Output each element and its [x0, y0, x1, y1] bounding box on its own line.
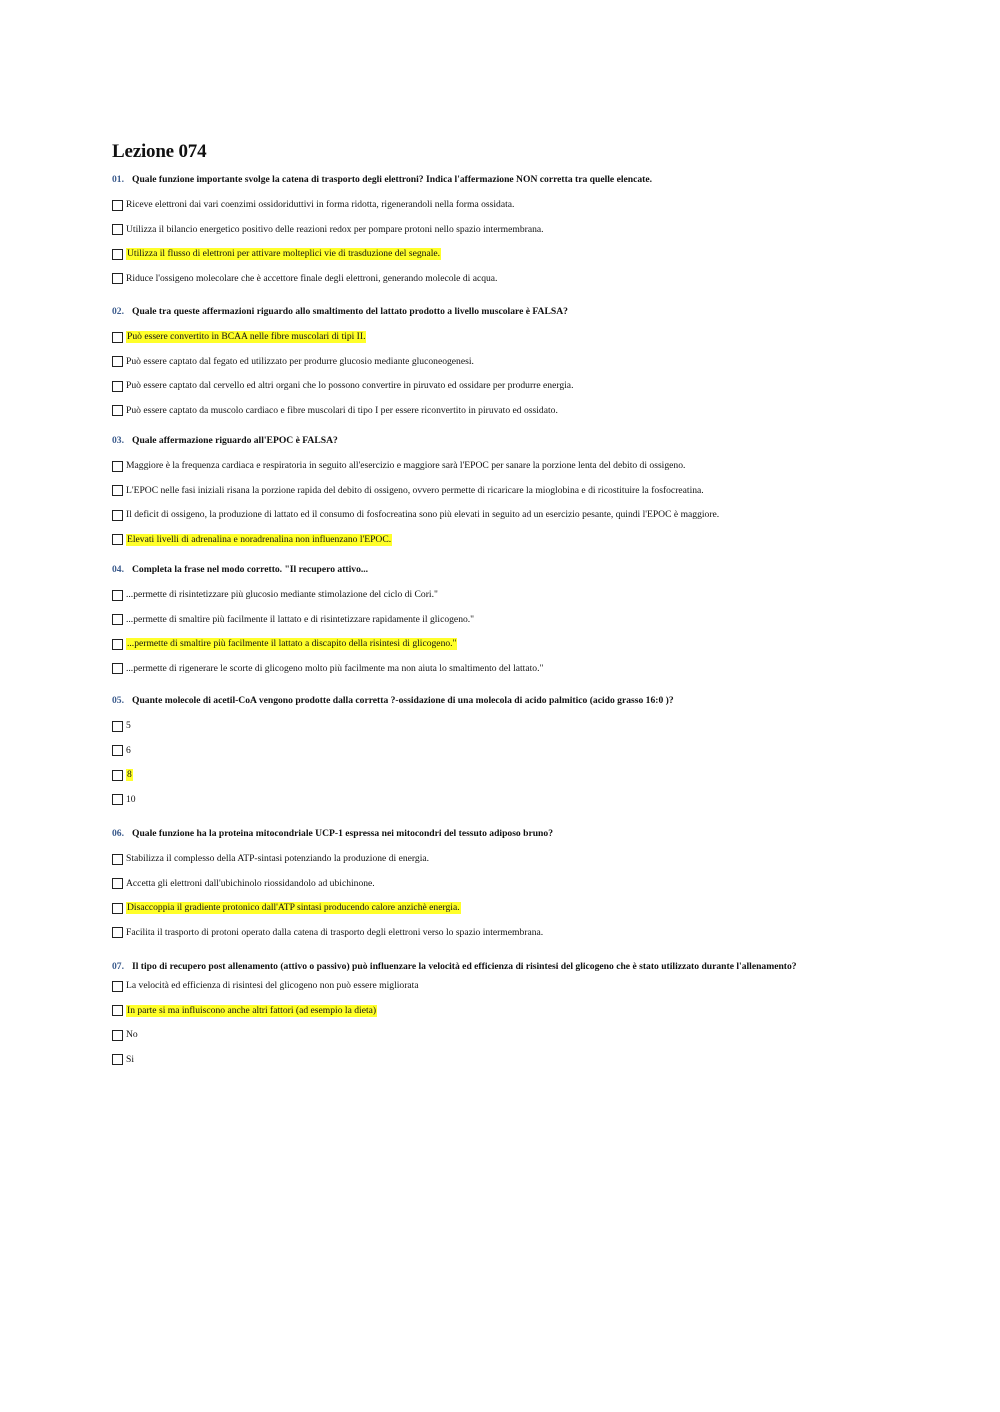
- checkbox[interactable]: [112, 224, 123, 235]
- page-title: Lezione 074: [112, 141, 207, 162]
- checkbox[interactable]: [112, 485, 123, 496]
- question-text: Quale tra queste affermazioni riguardo allo smaltimento del lattato prodotto a livello muscolare è FALSA?: [132, 306, 568, 317]
- question-header: [112, 828, 872, 840]
- answer-text: 10: [126, 793, 136, 805]
- question-header: [112, 961, 832, 973]
- answer-option[interactable]: [112, 270, 872, 288]
- checkbox[interactable]: [112, 614, 123, 625]
- question-number: 03.: [112, 435, 124, 446]
- answer-text: Utilizza il bilancio energetico positivo delle reazioni redox per pompare protoni nello spazio intermembrana.: [126, 223, 544, 235]
- checkbox[interactable]: [112, 461, 123, 472]
- answer-option[interactable]: [112, 457, 872, 475]
- answer-text: Maggiore è la frequenza cardiaca e respiratoria in seguito all'esercizio e maggiore sarà l'EPOC per sanare la porzione lenta del debito di ossigeno.: [126, 460, 686, 471]
- question-header: [112, 174, 872, 186]
- checkbox[interactable]: [112, 249, 123, 260]
- answer-text-highlighted: ...permette di smaltire più facilmente il lattato a discapito della risintesi di glicogeno.": [127, 638, 457, 649]
- question-text: Quale funzione ha la proteina mitocondriale UCP-1 espressa nei mitocondri del tessuto adiposo bruno?: [132, 828, 553, 839]
- answer-option[interactable]: [112, 899, 872, 917]
- checkbox[interactable]: [112, 510, 123, 521]
- answer-option[interactable]: [112, 506, 872, 524]
- question-4: [112, 564, 872, 678]
- answer-option[interactable]: [112, 1051, 832, 1069]
- checkbox[interactable]: [112, 273, 123, 284]
- question-6: [112, 828, 872, 942]
- checkbox[interactable]: [112, 981, 123, 992]
- answer-text: 6: [126, 744, 131, 756]
- checkbox[interactable]: [112, 590, 123, 601]
- answer-option[interactable]: [112, 742, 872, 760]
- answer-text-highlighted: 8: [127, 769, 132, 780]
- checkbox[interactable]: [112, 663, 123, 674]
- answer-option[interactable]: [112, 850, 872, 868]
- question-text: Quante molecole di acetil-CoA vengono prodotte dalla corretta ?-ossidazione di una molecola di acido palmitico (acido grasso 16:0 )?: [132, 695, 674, 706]
- answer-option[interactable]: [112, 1002, 832, 1020]
- checkbox[interactable]: [112, 854, 123, 865]
- question-header: [112, 564, 872, 576]
- checkbox[interactable]: [112, 405, 123, 416]
- answer-option[interactable]: [112, 245, 872, 263]
- checkbox[interactable]: [112, 903, 123, 914]
- checkbox[interactable]: [112, 927, 123, 938]
- checkbox[interactable]: [112, 639, 123, 650]
- answer-option[interactable]: [112, 875, 872, 893]
- answer-text: ...permette di risintetizzare più glucosio mediante stimolazione del ciclo di Cori.": [126, 589, 438, 600]
- answer-text-highlighted: Può essere convertito in BCAA nelle fibre muscolari di tipi II.: [127, 331, 366, 342]
- answer-option[interactable]: [112, 766, 872, 784]
- answer-text: Può essere captato dal fegato ed utilizzato per produrre glucosio mediante gluconeogenesi.: [126, 355, 474, 367]
- answer-option[interactable]: [112, 1026, 832, 1044]
- question-number: 06.: [112, 828, 124, 839]
- question-3: [112, 435, 872, 549]
- answer-option[interactable]: [112, 196, 872, 214]
- checkbox[interactable]: [112, 794, 123, 805]
- question-5: [112, 695, 872, 809]
- answer-text: Si: [126, 1053, 135, 1065]
- answer-option[interactable]: [112, 531, 872, 549]
- checkbox[interactable]: [112, 1005, 123, 1016]
- answer-text: Stabilizza il complesso della ATP-sintasi potenziando la produzione di energia.: [126, 853, 430, 864]
- answer-option[interactable]: [112, 328, 872, 346]
- answer-option[interactable]: [112, 402, 872, 420]
- question-number: 01.: [112, 174, 124, 185]
- answer-text: ...permette di rigenerare le scorte di glicogeno molto più facilmente ma non aiuta lo smaltimento del lattato.": [126, 662, 544, 674]
- answer-text: Può essere captato da muscolo cardiaco e fibre muscolari di tipo I per essere riconvertito in piruvato ed ossidato.: [126, 404, 558, 416]
- question-text: Quale affermazione riguardo all'EPOC è FALSA?: [132, 435, 338, 446]
- checkbox[interactable]: [112, 878, 123, 889]
- answer-option[interactable]: [112, 660, 872, 678]
- answer-text: Può essere captato dal cervello ed altri organi che lo possono convertire in piruvato ed ossidare per produrre energia.: [126, 380, 574, 391]
- checkbox[interactable]: [112, 356, 123, 367]
- answer-option[interactable]: [112, 611, 872, 629]
- question-number: 02.: [112, 306, 124, 317]
- question-number: 05.: [112, 695, 124, 706]
- question-number: 07.: [112, 961, 124, 972]
- question-header: [112, 695, 872, 707]
- answer-text-highlighted: Disaccoppia il gradiente protonico dall'ATP sintasi producendo calore anzichè energia.: [127, 902, 460, 913]
- checkbox[interactable]: [112, 381, 123, 392]
- question-text: Il tipo di recupero post allenamento (attivo o passivo) può influenzare la velocità ed efficienza di risintesi del glicogeno che è stato utilizzato durante l'allenamento?: [132, 961, 797, 972]
- checkbox[interactable]: [112, 770, 123, 781]
- answer-option[interactable]: [112, 353, 872, 371]
- checkbox[interactable]: [112, 200, 123, 211]
- answer-text: Facilita il trasporto di protoni operato dalla catena di trasporto degli elettroni verso lo spazio intermembrana.: [126, 926, 544, 938]
- answer-text: La velocità ed efficienza di risintesi del glicogeno non può essere migliorata: [126, 980, 419, 991]
- checkbox[interactable]: [112, 721, 123, 732]
- question-number: 04.: [112, 564, 124, 575]
- checkbox[interactable]: [112, 534, 123, 545]
- answer-option[interactable]: [112, 221, 872, 239]
- answer-text: Accetta gli elettroni dall'ubichinolo riossidandolo ad ubichinone.: [126, 877, 375, 889]
- answer-text-highlighted: Elevati livelli di adrenalina e noradrenalina non influenzano l'EPOC.: [127, 533, 392, 545]
- question-header: [112, 306, 872, 318]
- answer-text: Riduce l'ossigeno molecolare che è accettore finale degli elettroni, generando molecole di acqua.: [126, 272, 498, 284]
- answer-text: Riceve elettroni dai vari coenzimi ossidoriduttivi in forma ridotta, rigenerandoli nella forma ossidata.: [126, 199, 515, 210]
- answer-option[interactable]: [112, 924, 872, 942]
- answer-text: 5: [126, 720, 131, 731]
- question-2: [112, 306, 872, 420]
- question-header: [112, 435, 872, 447]
- checkbox[interactable]: [112, 745, 123, 756]
- answer-option[interactable]: [112, 586, 872, 604]
- question-text: Completa la frase nel modo corretto. "Il recupero attivo...: [132, 564, 369, 575]
- answer-text: L'EPOC nelle fasi iniziali risana la porzione rapida del debito di ossigeno, ovvero permette di ricaricare la mioglobina e di ricostituire la fosfocreatina.: [126, 484, 704, 496]
- question-text: Quale funzione importante svolge la catena di trasporto degli elettroni? Indica l'affermazione NON corretta tra quelle elencate.: [132, 174, 653, 185]
- answer-text: ...permette di smaltire più facilmente il lattato e di risintetizzare rapidamente il glicogeno.": [126, 613, 475, 625]
- answer-text-highlighted: Utilizza il flusso di elettroni per attivare molteplici vie di trasduzione del segnale.: [127, 248, 441, 259]
- answer-text-highlighted: In parte si ma influiscono anche altri fattori (ad esempio la dieta): [127, 1004, 377, 1016]
- answer-text: No: [126, 1029, 138, 1040]
- answer-option[interactable]: [112, 791, 872, 809]
- answer-text: Il deficit di ossigeno, la produzione di lattato ed il consumo di fosfocreatina sono più elevati in seguito ad un esercizio pesante, quindi l'EPOC è maggiore.: [126, 509, 720, 520]
- checkbox[interactable]: [112, 1054, 123, 1065]
- question-1: [112, 174, 872, 288]
- answer-option[interactable]: [112, 635, 872, 653]
- answer-option[interactable]: [112, 977, 832, 995]
- checkbox[interactable]: [112, 1030, 123, 1041]
- answer-option[interactable]: [112, 377, 872, 395]
- question-7: [112, 961, 832, 1069]
- answer-option[interactable]: [112, 482, 872, 500]
- checkbox[interactable]: [112, 332, 123, 343]
- answer-option[interactable]: [112, 717, 872, 735]
